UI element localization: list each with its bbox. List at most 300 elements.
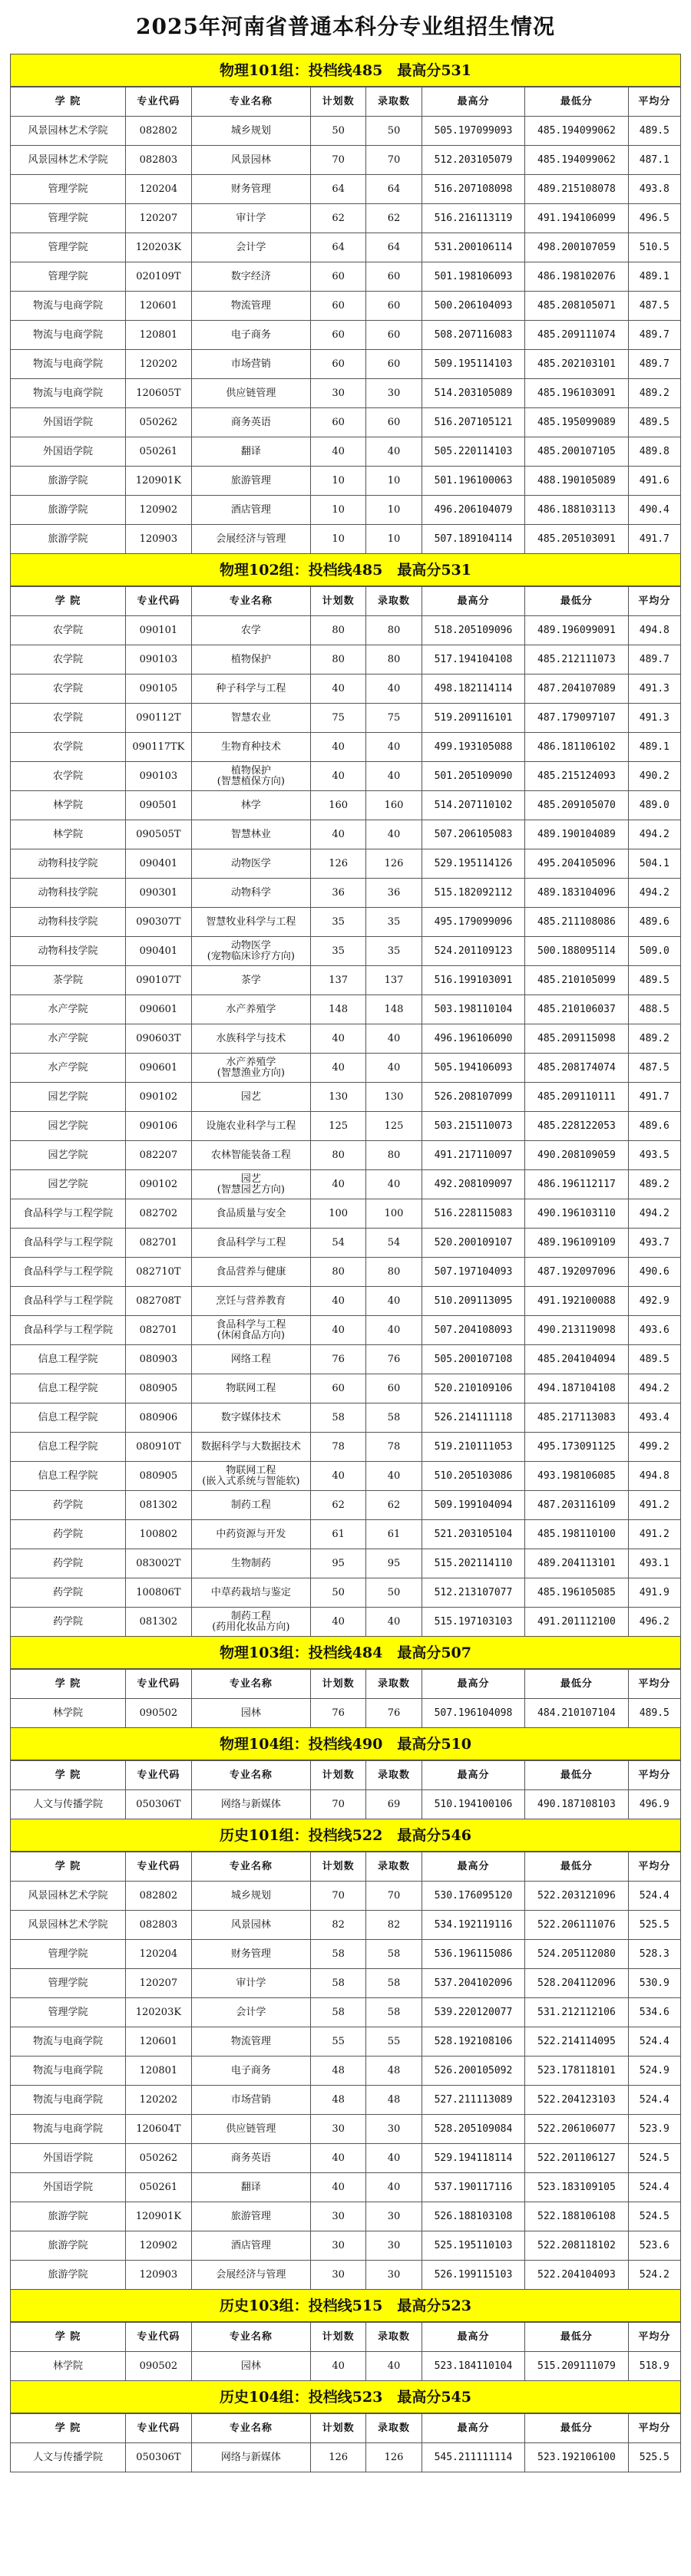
cell-admitted-count: 40 xyxy=(366,2173,422,2202)
cell-major-code: 120204 xyxy=(125,175,191,204)
admission-tables xyxy=(10,54,681,2472)
cell-major-code: 090103 xyxy=(125,645,191,675)
cell-major-name: 食品质量与安全 xyxy=(191,1199,310,1229)
table-row xyxy=(11,292,681,321)
cell-major-code: 050262 xyxy=(125,408,191,437)
group-header: 物理103组：投档线484 最高分507 xyxy=(10,1637,681,1669)
cell-college: 园艺学院 xyxy=(11,1083,126,1112)
cell-highest-score: 530.176095120 xyxy=(422,1882,524,1911)
cell-college: 水产学院 xyxy=(11,1054,126,1083)
column-header-plan-count: 计划数 xyxy=(310,587,365,616)
cell-major-code: 090502 xyxy=(125,1699,191,1728)
cell-college: 药学院 xyxy=(11,1608,126,1637)
column-header-lowest-score: 最低分 xyxy=(525,1670,628,1699)
cell-highest-score: 526.214111118 xyxy=(422,1403,524,1433)
cell-plan-count: 58 xyxy=(310,1940,365,1969)
cell-average-score: 518.9 xyxy=(628,2352,680,2381)
column-header-admitted-count: 录取数 xyxy=(366,1852,422,1882)
cell-admitted-count: 60 xyxy=(366,350,422,379)
cell-highest-score: 505.200107108 xyxy=(422,1345,524,1374)
cell-lowest-score: 487.192097096 xyxy=(525,1258,628,1287)
cell-highest-score: 509.199104094 xyxy=(422,1491,524,1520)
column-header-plan-count: 计划数 xyxy=(310,2323,365,2352)
cell-major-code: 100802 xyxy=(125,1520,191,1549)
cell-major-name: 会计学 xyxy=(191,233,310,262)
column-header-college: 学 院 xyxy=(11,587,126,616)
cell-college: 药学院 xyxy=(11,1578,126,1608)
cell-lowest-score: 523.183109105 xyxy=(525,2173,628,2202)
cell-major-name: 供应链管理 xyxy=(191,2115,310,2144)
cell-plan-count: 70 xyxy=(310,146,365,175)
cell-average-score: 491.7 xyxy=(628,1083,680,1112)
table-row xyxy=(11,1258,681,1287)
cell-average-score: 489.8 xyxy=(628,437,680,467)
cell-lowest-score: 486.181106102 xyxy=(525,733,628,762)
cell-average-score: 524.2 xyxy=(628,2261,680,2290)
column-header-major-code: 专业代码 xyxy=(125,1761,191,1790)
cell-highest-score: 527.211113089 xyxy=(422,2086,524,2115)
page-title: 2025年河南省普通本科分专业组招生情况 xyxy=(136,14,555,39)
cell-admitted-count: 60 xyxy=(366,262,422,292)
cell-admitted-count: 40 xyxy=(366,437,422,467)
cell-major-name: 植物保护 (智慧植保方向) xyxy=(191,762,310,791)
cell-average-score: 524.4 xyxy=(628,2086,680,2115)
cell-lowest-score: 485.208174074 xyxy=(525,1054,628,1083)
cell-major-code: 090501 xyxy=(125,791,191,820)
cell-college: 管理学院 xyxy=(11,1998,126,2027)
cell-lowest-score: 485.209105070 xyxy=(525,791,628,820)
column-header-lowest-score: 最低分 xyxy=(525,587,628,616)
cell-highest-score: 507.206105083 xyxy=(422,820,524,849)
cell-major-code: 050261 xyxy=(125,437,191,467)
cell-major-name: 会计学 xyxy=(191,1998,310,2027)
cell-highest-score: 498.182114114 xyxy=(422,675,524,704)
table-row xyxy=(11,1940,681,1969)
column-header-average-score: 平均分 xyxy=(628,2414,680,2443)
cell-major-name: 电子商务 xyxy=(191,321,310,350)
cell-college: 农学院 xyxy=(11,616,126,645)
cell-lowest-score: 522.214114095 xyxy=(525,2027,628,2057)
cell-average-score: 489.2 xyxy=(628,1024,680,1054)
cell-admitted-count: 70 xyxy=(366,1882,422,1911)
cell-highest-score: 536.196115086 xyxy=(422,1940,524,1969)
cell-average-score: 494.8 xyxy=(628,1462,680,1491)
cell-major-code: 090401 xyxy=(125,937,191,966)
cell-major-name: 智慧林业 xyxy=(191,820,310,849)
cell-major-name: 会展经济与管理 xyxy=(191,2261,310,2290)
cell-highest-score: 524.201109123 xyxy=(422,937,524,966)
table-row xyxy=(11,379,681,408)
cell-college: 外国语学院 xyxy=(11,408,126,437)
table-row xyxy=(11,496,681,525)
cell-lowest-score: 528.204112096 xyxy=(525,1969,628,1998)
cell-plan-count: 50 xyxy=(310,117,365,146)
table-row xyxy=(11,1316,681,1345)
cell-lowest-score: 522.208118102 xyxy=(525,2231,628,2261)
cell-highest-score: 537.204102096 xyxy=(422,1969,524,1998)
cell-college: 水产学院 xyxy=(11,1024,126,1054)
cell-college: 茶学院 xyxy=(11,966,126,995)
cell-admitted-count: 40 xyxy=(366,762,422,791)
cell-average-score: 489.5 xyxy=(628,1699,680,1728)
cell-major-name: 财务管理 xyxy=(191,175,310,204)
cell-average-score: 489.2 xyxy=(628,1170,680,1199)
cell-major-name: 供应链管理 xyxy=(191,379,310,408)
cell-plan-count: 30 xyxy=(310,2202,365,2231)
cell-average-score: 494.2 xyxy=(628,1374,680,1403)
cell-plan-count: 30 xyxy=(310,2115,365,2144)
cell-lowest-score: 485.209115098 xyxy=(525,1024,628,1054)
cell-major-name: 网络与新媒体 xyxy=(191,2443,310,2472)
column-header-admitted-count: 录取数 xyxy=(366,1761,422,1790)
cell-major-name: 林学 xyxy=(191,791,310,820)
cell-highest-score: 520.200109107 xyxy=(422,1229,524,1258)
table-row xyxy=(11,1433,681,1462)
cell-average-score: 487.5 xyxy=(628,292,680,321)
cell-plan-count: 61 xyxy=(310,1520,365,1549)
cell-major-code: 090117TK xyxy=(125,733,191,762)
cell-plan-count: 60 xyxy=(310,262,365,292)
cell-average-score: 496.2 xyxy=(628,1608,680,1637)
cell-average-score: 524.5 xyxy=(628,2202,680,2231)
cell-major-name: 中药资源与开发 xyxy=(191,1520,310,1549)
cell-lowest-score: 485.202103101 xyxy=(525,350,628,379)
cell-admitted-count: 125 xyxy=(366,1112,422,1141)
column-header-average-score: 平均分 xyxy=(628,2323,680,2352)
cell-major-name: 酒店管理 xyxy=(191,496,310,525)
cell-average-score: 491.2 xyxy=(628,1491,680,1520)
cell-plan-count: 76 xyxy=(310,1699,365,1728)
table-header-row xyxy=(11,1852,681,1882)
cell-major-name: 食品科学与工程 xyxy=(191,1229,310,1258)
cell-admitted-count: 82 xyxy=(366,1911,422,1940)
cell-college: 信息工程学院 xyxy=(11,1374,126,1403)
cell-highest-score: 515.182092112 xyxy=(422,879,524,908)
cell-highest-score: 510.205103086 xyxy=(422,1462,524,1491)
table-row xyxy=(11,1549,681,1578)
column-header-plan-count: 计划数 xyxy=(310,1761,365,1790)
cell-college: 外国语学院 xyxy=(11,437,126,467)
cell-highest-score: 505.194106093 xyxy=(422,1054,524,1083)
cell-major-code: 080905 xyxy=(125,1374,191,1403)
cell-admitted-count: 76 xyxy=(366,1699,422,1728)
cell-average-score: 491.6 xyxy=(628,467,680,496)
table-row xyxy=(11,1911,681,1940)
cell-average-score: 493.7 xyxy=(628,1229,680,1258)
cell-lowest-score: 491.192100088 xyxy=(525,1287,628,1316)
column-header-lowest-score: 最低分 xyxy=(525,2323,628,2352)
cell-college: 食品科学与工程学院 xyxy=(11,1229,126,1258)
group-header: 历史104组：投档线523 最高分545 xyxy=(10,2381,681,2413)
cell-admitted-count: 137 xyxy=(366,966,422,995)
cell-lowest-score: 522.203121096 xyxy=(525,1882,628,1911)
cell-major-name: 生物制药 xyxy=(191,1549,310,1578)
column-header-highest-score: 最高分 xyxy=(422,87,524,117)
cell-admitted-count: 50 xyxy=(366,117,422,146)
cell-average-score: 493.5 xyxy=(628,1141,680,1170)
cell-major-code: 080910T xyxy=(125,1433,191,1462)
cell-college: 人文与传播学院 xyxy=(11,1790,126,1819)
cell-college: 旅游学院 xyxy=(11,525,126,554)
cell-admitted-count: 70 xyxy=(366,146,422,175)
group-table xyxy=(10,1760,681,1819)
column-header-plan-count: 计划数 xyxy=(310,1670,365,1699)
cell-admitted-count: 10 xyxy=(366,525,422,554)
column-header-plan-count: 计划数 xyxy=(310,87,365,117)
cell-plan-count: 40 xyxy=(310,1462,365,1491)
cell-major-code: 080903 xyxy=(125,1345,191,1374)
cell-highest-score: 512.213107077 xyxy=(422,1578,524,1608)
cell-major-code: 090601 xyxy=(125,995,191,1024)
cell-highest-score: 507.196104098 xyxy=(422,1699,524,1728)
table-row xyxy=(11,408,681,437)
cell-college: 物流与电商学院 xyxy=(11,292,126,321)
cell-major-code: 082803 xyxy=(125,146,191,175)
cell-major-name: 数据科学与大数据技术 xyxy=(191,1433,310,1462)
cell-highest-score: 503.215110073 xyxy=(422,1112,524,1141)
cell-plan-count: 40 xyxy=(310,675,365,704)
table-row xyxy=(11,321,681,350)
cell-admitted-count: 148 xyxy=(366,995,422,1024)
cell-plan-count: 40 xyxy=(310,733,365,762)
cell-lowest-score: 485.204104094 xyxy=(525,1345,628,1374)
cell-major-code: 082802 xyxy=(125,117,191,146)
cell-average-score: 489.5 xyxy=(628,966,680,995)
cell-major-code: 090103 xyxy=(125,762,191,791)
cell-lowest-score: 484.210107104 xyxy=(525,1699,628,1728)
table-header-row xyxy=(11,587,681,616)
cell-plan-count: 130 xyxy=(310,1083,365,1112)
cell-lowest-score: 485.210105099 xyxy=(525,966,628,995)
cell-highest-score: 501.196100063 xyxy=(422,467,524,496)
cell-major-code: 083002T xyxy=(125,1549,191,1578)
cell-admitted-count: 30 xyxy=(366,379,422,408)
column-header-lowest-score: 最低分 xyxy=(525,1761,628,1790)
cell-major-name: 制药工程 xyxy=(191,1491,310,1520)
table-row xyxy=(11,2086,681,2115)
cell-lowest-score: 488.190105089 xyxy=(525,467,628,496)
table-row xyxy=(11,467,681,496)
cell-plan-count: 70 xyxy=(310,1882,365,1911)
cell-plan-count: 54 xyxy=(310,1229,365,1258)
cell-major-code: 050306T xyxy=(125,2443,191,2472)
cell-plan-count: 125 xyxy=(310,1112,365,1141)
cell-highest-score: 514.207110102 xyxy=(422,791,524,820)
cell-major-name: 农林智能装备工程 xyxy=(191,1141,310,1170)
cell-highest-score: 507.197104093 xyxy=(422,1258,524,1287)
cell-college: 管理学院 xyxy=(11,204,126,233)
table-row xyxy=(11,616,681,645)
cell-major-name: 物流管理 xyxy=(191,292,310,321)
cell-average-score: 499.2 xyxy=(628,1433,680,1462)
table-row xyxy=(11,849,681,879)
cell-college: 管理学院 xyxy=(11,175,126,204)
cell-major-name: 数字媒体技术 xyxy=(191,1403,310,1433)
cell-major-code: 080906 xyxy=(125,1403,191,1433)
cell-plan-count: 95 xyxy=(310,1549,365,1578)
cell-college: 旅游学院 xyxy=(11,467,126,496)
cell-major-name: 食品科学与工程 (休闲食品方向) xyxy=(191,1316,310,1345)
column-header-average-score: 平均分 xyxy=(628,1670,680,1699)
cell-major-code: 082702 xyxy=(125,1199,191,1229)
cell-plan-count: 80 xyxy=(310,1141,365,1170)
group-header: 物理101组：投档线485 最高分531 xyxy=(10,54,681,87)
cell-average-score: 489.2 xyxy=(628,379,680,408)
cell-plan-count: 40 xyxy=(310,2144,365,2173)
cell-major-code: 120902 xyxy=(125,2231,191,2261)
column-header-major-code: 专业代码 xyxy=(125,1852,191,1882)
cell-major-name: 食品营养与健康 xyxy=(191,1258,310,1287)
cell-highest-score: 526.200105092 xyxy=(422,2057,524,2086)
column-header-major-code: 专业代码 xyxy=(125,2414,191,2443)
cell-lowest-score: 485.195099089 xyxy=(525,408,628,437)
table-row xyxy=(11,525,681,554)
cell-plan-count: 60 xyxy=(310,408,365,437)
cell-highest-score: 515.202114110 xyxy=(422,1549,524,1578)
cell-college: 水产学院 xyxy=(11,995,126,1024)
cell-admitted-count: 40 xyxy=(366,1287,422,1316)
cell-college: 风景园林艺术学院 xyxy=(11,146,126,175)
cell-admitted-count: 40 xyxy=(366,1170,422,1199)
cell-average-score: 491.2 xyxy=(628,1520,680,1549)
cell-lowest-score: 485.196103091 xyxy=(525,379,628,408)
cell-highest-score: 525.195110103 xyxy=(422,2231,524,2261)
column-header-lowest-score: 最低分 xyxy=(525,1852,628,1882)
cell-plan-count: 48 xyxy=(310,2057,365,2086)
cell-lowest-score: 485.215124093 xyxy=(525,762,628,791)
cell-plan-count: 30 xyxy=(310,2261,365,2290)
cell-average-score: 489.7 xyxy=(628,321,680,350)
cell-admitted-count: 126 xyxy=(366,849,422,879)
table-row xyxy=(11,1374,681,1403)
cell-admitted-count: 95 xyxy=(366,1549,422,1578)
column-header-major-code: 专业代码 xyxy=(125,1670,191,1699)
table-row xyxy=(11,2115,681,2144)
cell-plan-count: 40 xyxy=(310,1054,365,1083)
cell-college: 食品科学与工程学院 xyxy=(11,1199,126,1229)
cell-major-code: 081302 xyxy=(125,1491,191,1520)
cell-lowest-score: 489.204113101 xyxy=(525,1549,628,1578)
group-header: 历史103组：投档线515 最高分523 xyxy=(10,2290,681,2322)
cell-admitted-count: 62 xyxy=(366,1491,422,1520)
cell-major-name: 审计学 xyxy=(191,1969,310,1998)
cell-average-score: 524.5 xyxy=(628,2144,680,2173)
cell-average-score: 489.1 xyxy=(628,733,680,762)
cell-major-code: 120903 xyxy=(125,2261,191,2290)
cell-highest-score: 507.189104114 xyxy=(422,525,524,554)
group-table xyxy=(10,87,681,554)
cell-college: 农学院 xyxy=(11,733,126,762)
cell-highest-score: 510.209113095 xyxy=(422,1287,524,1316)
cell-major-name: 商务英语 xyxy=(191,408,310,437)
cell-major-name: 智慧牧业科学与工程 xyxy=(191,908,310,937)
group-header: 历史101组：投档线522 最高分546 xyxy=(10,1819,681,1852)
cell-average-score: 534.6 xyxy=(628,1998,680,2027)
cell-plan-count: 82 xyxy=(310,1911,365,1940)
cell-plan-count: 126 xyxy=(310,849,365,879)
table-row xyxy=(11,908,681,937)
cell-admitted-count: 58 xyxy=(366,1969,422,1998)
cell-admitted-count: 30 xyxy=(366,2231,422,2261)
cell-lowest-score: 493.198106085 xyxy=(525,1462,628,1491)
table-row xyxy=(11,1229,681,1258)
cell-college: 农学院 xyxy=(11,762,126,791)
column-header-major-name: 专业名称 xyxy=(191,1670,310,1699)
cell-major-code: 090106 xyxy=(125,1112,191,1141)
cell-average-score: 494.8 xyxy=(628,616,680,645)
cell-plan-count: 64 xyxy=(310,175,365,204)
cell-major-code: 082701 xyxy=(125,1316,191,1345)
cell-average-score: 489.7 xyxy=(628,645,680,675)
cell-highest-score: 514.203105089 xyxy=(422,379,524,408)
cell-major-name: 水族科学与技术 xyxy=(191,1024,310,1054)
column-header-major-name: 专业名称 xyxy=(191,2414,310,2443)
cell-highest-score: 515.197103103 xyxy=(422,1608,524,1637)
cell-lowest-score: 522.206111076 xyxy=(525,1911,628,1940)
cell-major-name: 动物医学 (宠物临床诊疗方向) xyxy=(191,937,310,966)
cell-average-score: 524.4 xyxy=(628,2173,680,2202)
cell-plan-count: 40 xyxy=(310,1316,365,1345)
cell-major-code: 050262 xyxy=(125,2144,191,2173)
cell-plan-count: 40 xyxy=(310,762,365,791)
group-table xyxy=(10,1669,681,1728)
cell-college: 动物科技学院 xyxy=(11,879,126,908)
table-row xyxy=(11,1054,681,1083)
cell-highest-score: 526.208107099 xyxy=(422,1083,524,1112)
cell-admitted-count: 40 xyxy=(366,733,422,762)
table-row xyxy=(11,1462,681,1491)
cell-major-code: 090307T xyxy=(125,908,191,937)
table-row xyxy=(11,146,681,175)
cell-highest-score: 516.199103091 xyxy=(422,966,524,995)
cell-major-name: 城乡规划 xyxy=(191,1882,310,1911)
cell-college: 药学院 xyxy=(11,1549,126,1578)
cell-college: 物流与电商学院 xyxy=(11,2115,126,2144)
table-row xyxy=(11,1141,681,1170)
cell-major-code: 120902 xyxy=(125,496,191,525)
cell-major-name: 翻译 xyxy=(191,437,310,467)
table-header-row xyxy=(11,1670,681,1699)
cell-plan-count: 40 xyxy=(310,820,365,849)
cell-major-name: 翻译 xyxy=(191,2173,310,2202)
cell-major-code: 120207 xyxy=(125,204,191,233)
cell-highest-score: 505.197099093 xyxy=(422,117,524,146)
cell-major-code: 082207 xyxy=(125,1141,191,1170)
cell-lowest-score: 489.196109109 xyxy=(525,1229,628,1258)
cell-highest-score: 526.188103108 xyxy=(422,2202,524,2231)
cell-plan-count: 40 xyxy=(310,1024,365,1054)
cell-average-score: 493.8 xyxy=(628,175,680,204)
cell-college: 信息工程学院 xyxy=(11,1403,126,1433)
column-header-college: 学 院 xyxy=(11,1852,126,1882)
cell-admitted-count: 30 xyxy=(366,2202,422,2231)
cell-admitted-count: 48 xyxy=(366,2057,422,2086)
cell-major-code: 050306T xyxy=(125,1790,191,1819)
cell-lowest-score: 522.204123103 xyxy=(525,2086,628,2115)
cell-lowest-score: 489.215108078 xyxy=(525,175,628,204)
table-row xyxy=(11,762,681,791)
cell-major-code: 120202 xyxy=(125,350,191,379)
cell-lowest-score: 490.187108103 xyxy=(525,1790,628,1819)
cell-highest-score: 510.194100106 xyxy=(422,1790,524,1819)
cell-lowest-score: 522.204104093 xyxy=(525,2261,628,2290)
cell-plan-count: 126 xyxy=(310,2443,365,2472)
cell-major-name: 市场营销 xyxy=(191,2086,310,2115)
cell-highest-score: 496.206104079 xyxy=(422,496,524,525)
cell-highest-score: 528.192108106 xyxy=(422,2027,524,2057)
cell-major-code: 120203K xyxy=(125,233,191,262)
cell-plan-count: 36 xyxy=(310,879,365,908)
